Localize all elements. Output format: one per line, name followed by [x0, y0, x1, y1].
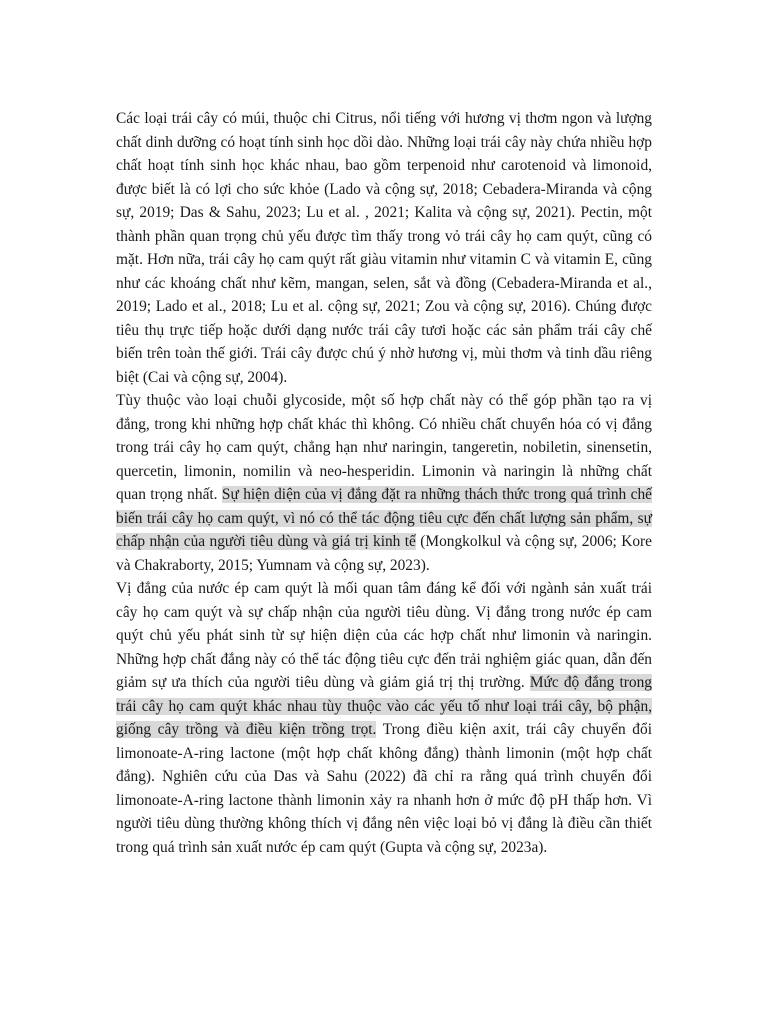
paragraph-citrus-nutrition — [116, 107, 652, 389]
document-body — [116, 107, 652, 859]
highlighted-text: Sự hiện diện của vị đắng đặt ra những thách thức trong quá trình chế biến trái cây họ cam quýt, vì nó có thể tác động tiêu cực đến chất lượng sản phẩm, sự chấp nhận của người tiêu dùng và giá trị kinh tế — [116, 486, 652, 550]
paragraph-text: Các loại trái cây có múi, thuộc chi Citrus, nổi tiếng với hương vị thơm ngon và lượng chất dinh dưỡng có hoạt tính sinh học dồi dào. Những loại trái cây này chứa nhiều hợp chất hoạt tính sinh học khác nhau, bao gồm terpenoid như carotenoid và limonoid, được biết là có lợi cho sức khỏe (Lado và cộng sự, 2018; Cebadera-Miranda và cộng sự, 2019; Das & Sahu, 2023; Lu et al. , 2021; Kalita và cộng sự, 2021). Pectin, một thành phần quan trọng chủ yếu được tìm thấy trong vỏ trái cây họ cam quýt, cũng có mặt. Hơn nữa, trái cây họ cam quýt rất giàu vitamin như vitamin C và vitamin E, cũng như các khoáng chất như kẽm, mangan, selen, sắt và đồng (Cebadera-Miranda et al., 2019; Lado et al., 2018; Lu et al. cộng sự, 2021; Zou và cộng sự, 2016). Chúng được tiêu thụ trực tiếp hoặc dưới dạng nước trái cây tươi hoặc các sản phẩm trái cây chế biến trên toàn thế giới. Trái cây được chú ý nhờ hương vị, mùi thơm và tinh dầu riêng biệt (Cai và cộng sự, 2004). — [116, 110, 652, 386]
paragraph-bitter-compounds — [116, 389, 652, 577]
paragraph-juice-bitterness — [116, 577, 652, 859]
paragraph-text: Vị đắng của nước ép cam quýt là mối quan tâm đáng kể đối với ngành sản xuất trái cây họ cam quýt và sự chấp nhận của người tiêu dùng. Vị đắng trong nước ép cam quýt chủ yếu phát sinh từ sự hiện diện của các hợp chất như limonin và naringin. Những hợp chất đắng này có thể tác động tiêu cực đến trải nghiệm giác quan, dẫn đến giảm sự ưa thích của người tiêu dùng và giảm giá trị thị trường. — [116, 580, 652, 691]
paragraph-text: Trong điều kiện axit, trái cây chuyển đổi limonoate-A-ring lactone (một hợp chất không đắng) thành limonin (một hợp chất đắng). Nghiên cứu của Das và Sahu (2022) đã chỉ ra rằng quá trình chuyển đổi limonoate-A-ring lactone thành limonin xảy ra nhanh hơn ở mức độ pH thấp hơn. Vì người tiêu dùng thường không thích vị đắng nên việc loại bỏ vị đắng là điều cần thiết trong quá trình sản xuất nước ép cam quýt (Gupta và cộng sự, 2023a). — [116, 721, 652, 856]
paragraph-text: (Mongkolkul và cộng sự, 2006; Kore và Chakraborty, 2015; Yumnam và cộng sự, 2023). — [116, 533, 652, 574]
paragraph-text: Tùy thuộc vào loại chuỗi glycoside, một số hợp chất này có thể góp phần tạo ra vị đắng, trong khi những hợp chất khác thì không. Có nhiều chất chuyển hóa có vị đắng trong trái cây họ cam quýt, chẳng hạn như naringin, tangeretin, nobiletin, sinensetin, quercetin, limonin, nomilin và neo-hesperidin. Limonin và naringin là những chất quan trọng nhất. — [116, 392, 652, 503]
highlighted-text: Mức độ đắng trong trái cây họ cam quýt khác nhau tùy thuộc vào các yếu tố như loại trái cây, bộ phận, giống cây trồng và điều kiện trồng trọt. — [116, 674, 652, 738]
